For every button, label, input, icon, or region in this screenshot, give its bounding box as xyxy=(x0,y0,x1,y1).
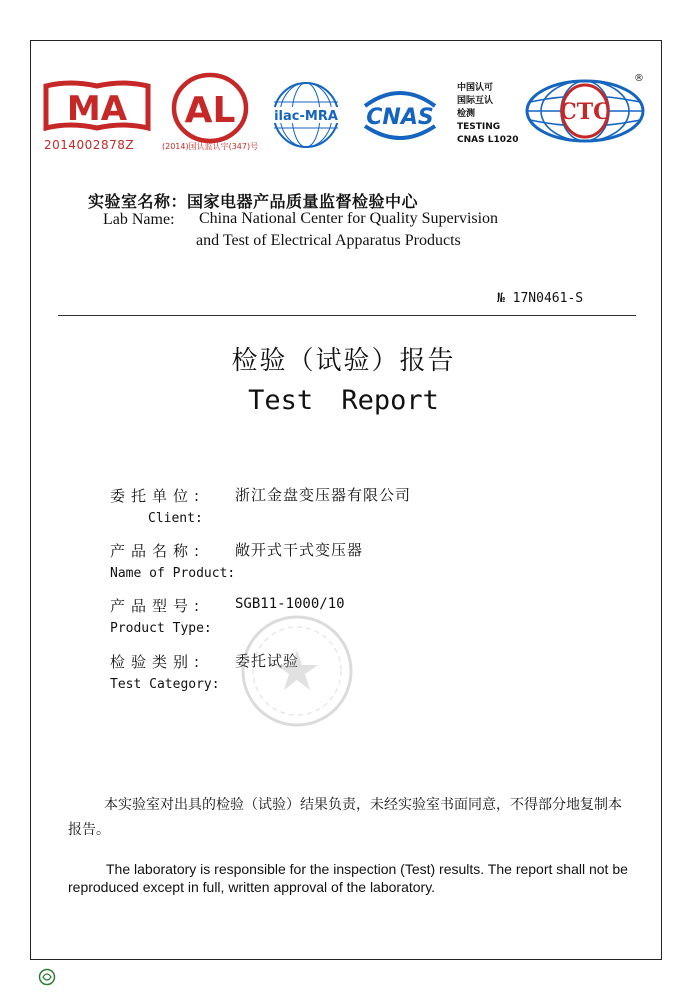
cnas-cert-line-1: 中国认可 xyxy=(457,83,494,93)
product-name-value: 敞开式干式变压器 xyxy=(235,541,364,559)
cnas-cert-line-5: CNAS L1020 xyxy=(457,135,519,145)
divider-line xyxy=(58,315,636,316)
test-category-label-cn: 检验类别: xyxy=(110,653,206,671)
test-category-label-en: Test Category: xyxy=(110,677,220,692)
environmental-mark-icon xyxy=(38,968,56,986)
lab-name-label-en: Lab Name: xyxy=(103,211,175,228)
disclaimer-en: The laboratory is responsible for the inspection (Test) results. The report shall not be reproduced except in full, written approval of the laboratory. xyxy=(68,861,628,895)
cal-number: (2014)国认监认字(347)号 xyxy=(162,142,259,151)
report-number: № 17N0461-S xyxy=(497,291,584,306)
lab-name-cn: 实验室名称：国家电器产品质量监督检验中心 xyxy=(88,192,419,211)
product-type-label-en: Product Type: xyxy=(110,621,212,636)
lab-name-en-line1: China National Center for Quality Supervision xyxy=(199,210,499,227)
cma-logo-icon xyxy=(42,78,152,136)
registered-mark: ® xyxy=(634,73,644,84)
disclaimer-cn: 本实验室对出具的检验（试验）结果负责，未经实验室书面同意，不得部分地复制本报告。 xyxy=(68,797,622,838)
client-label-en: Client: xyxy=(148,511,203,526)
lab-name-en-line2: and Test of Electrical Apparatus Products xyxy=(196,232,461,249)
cma-number: 2014002878Z xyxy=(44,138,135,152)
cma-logo-text: MA xyxy=(66,89,128,129)
client-value: 浙江金盘变压器有限公司 xyxy=(235,486,412,504)
report-title-cn: 检验（试验）报告 xyxy=(231,346,456,376)
cnas-cert-line-2: 国际互认 xyxy=(457,96,494,106)
client-label-cn: 委托单位: xyxy=(110,487,206,505)
product-type-value: SGB11-1000/10 xyxy=(235,596,345,612)
official-seal-stamp xyxy=(238,612,356,730)
cal-logo-text: AL xyxy=(184,90,236,131)
ilac-logo-text: ilac-MRA xyxy=(274,109,338,124)
cnas-logo-text: CNAS xyxy=(366,105,434,130)
report-title-en: Test Report xyxy=(248,385,439,416)
cnas-cert-line-3: 检测 xyxy=(457,109,476,119)
ctc-logo-text: CTC xyxy=(559,99,611,125)
ctc-globe-logo-icon xyxy=(524,78,646,144)
product-name-label-en: Name of Product: xyxy=(110,566,236,581)
cnas-logo-icon xyxy=(355,84,445,146)
product-name-label-cn: 产品名称: xyxy=(110,542,206,560)
ilac-mra-logo-icon xyxy=(266,80,346,150)
test-category-value: 委托试验 xyxy=(235,652,300,670)
product-type-label-cn: 产品型号: xyxy=(110,597,206,615)
cnas-accreditation-text xyxy=(457,82,519,147)
cal-logo-icon xyxy=(170,72,250,144)
cnas-cert-line-4: TESTING xyxy=(457,122,501,132)
